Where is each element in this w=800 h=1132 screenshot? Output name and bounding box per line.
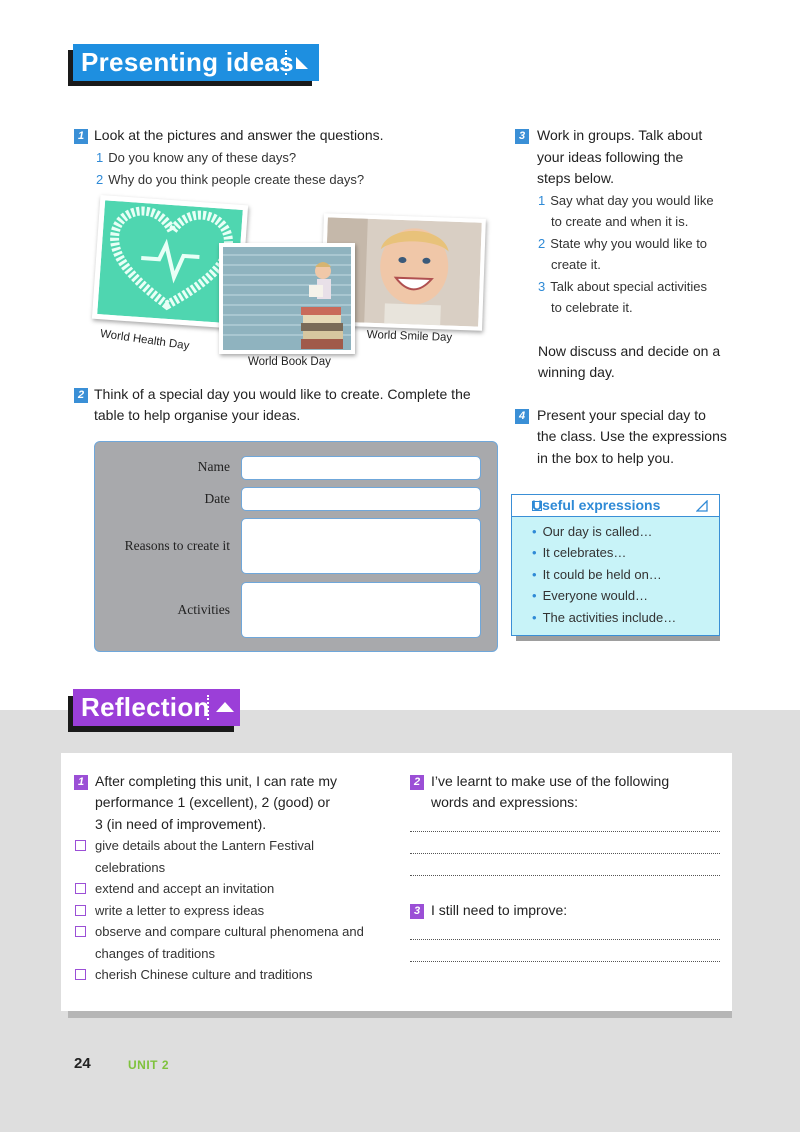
useful-expressions-heading: Useful expressions (532, 497, 661, 513)
task-1-instruction: Look at the pictures and answer the questions. (94, 127, 384, 143)
unit-label: UNIT 2 (128, 1058, 170, 1072)
step-number: 3 (538, 279, 546, 294)
reasons-field[interactable] (241, 518, 481, 574)
answer-line[interactable] (410, 831, 720, 832)
answer-line[interactable] (410, 875, 720, 876)
date-label: Date (204, 491, 230, 506)
caption-world-health-day: World Health Day (99, 328, 191, 353)
step-text: Talk about special activities (550, 279, 708, 294)
expression-item: • It could be held on… (532, 567, 662, 582)
step-text: Say what day you would like (550, 193, 714, 208)
step-3-cont: to celebrate it. (551, 300, 633, 315)
task-4-line-3: in the box to help you. (537, 450, 674, 466)
task-4-line-1: Present your special day to (537, 407, 706, 423)
expression-item: • Our day is called… (532, 524, 653, 539)
step-number: 2 (538, 236, 546, 251)
step-2-cont: create it. (551, 257, 601, 272)
rating-checkbox[interactable] (75, 840, 86, 851)
banner-separator (207, 695, 209, 720)
step-3 (538, 276, 707, 298)
question-text: Do you know any of these days? (108, 150, 297, 165)
step-number: 1 (538, 193, 546, 208)
discuss-line-1: Now discuss and decide on a (538, 343, 721, 359)
question-text: Why do you think people create these days? (108, 172, 365, 187)
rating-checkbox[interactable] (75, 969, 86, 980)
page-number: 24 (74, 1055, 91, 1072)
skill-item: extend and accept an invitation (95, 881, 275, 896)
reflection-task-2-line-1: I’ve learnt to make use of the following (431, 773, 670, 789)
reflection-task-1-number: 1 (74, 775, 88, 790)
useful-expressions-title (512, 495, 719, 517)
skill-item-cont: celebrations (95, 860, 166, 875)
reflection-task-2-line-2: words and expressions: (431, 794, 579, 810)
reflection-task-3-number: 3 (410, 904, 424, 919)
expression-item: • Everyone would… (532, 588, 649, 603)
reflection-title: Reflection (81, 692, 210, 722)
task-3-line-1: Work in groups. Talk about (537, 127, 703, 143)
activities-field[interactable] (241, 582, 481, 638)
banner-separator (285, 50, 287, 75)
rating-checkbox[interactable] (75, 883, 86, 894)
activities-label: Activities (177, 602, 230, 617)
task-4-number: 4 (515, 409, 529, 424)
presenting-banner (73, 44, 319, 81)
question-number: 2 (96, 172, 104, 187)
step-2 (538, 233, 707, 255)
expression-item: • The activities include… (532, 610, 677, 625)
name-field[interactable] (241, 456, 481, 480)
step-1-cont: to create and when it is. (551, 214, 689, 229)
skill-item-cont: changes of traditions (95, 946, 215, 961)
triangle-up-icon (215, 701, 235, 713)
skill-item: give details about the Lantern Festival (95, 838, 314, 853)
question-number: 1 (96, 150, 104, 165)
step-text: State why you would like to (550, 236, 708, 251)
triangle-corner-icon (696, 500, 708, 512)
skill-item: cherish Chinese culture and traditions (95, 967, 313, 982)
triangle-corner-icon (295, 56, 309, 70)
reflection-task-1-line-3: 3 (in need of improvement). (95, 816, 267, 832)
skill-item: observe and compare cultural phenomena and (95, 924, 364, 939)
skill-item: write a letter to express ideas (95, 903, 265, 918)
task-1-number: 1 (74, 129, 88, 144)
useful-expressions-box (511, 494, 720, 636)
reflection-task-1-line-2: performance 1 (excellent), 2 (good) or (95, 794, 330, 810)
task-2-instruction-line-2: table to help organise your ideas. (94, 407, 301, 423)
task-4-line-2: the class. Use the expressions (537, 428, 727, 444)
task-3-line-2: your ideas following the (537, 149, 684, 165)
reflection-task-3-text: I still need to improve: (431, 902, 568, 918)
expression-item: • It celebrates… (532, 545, 627, 560)
task-2-number: 2 (74, 388, 88, 403)
answer-line[interactable] (410, 939, 720, 940)
task-1-question-2 (96, 169, 364, 191)
task-1-question-1 (96, 147, 296, 169)
rating-checkbox[interactable] (75, 905, 86, 916)
reflection-task-2-number: 2 (410, 775, 424, 790)
caption-world-book-day: World Book Day (248, 356, 331, 368)
reflection-task-1-line-1: After completing this unit, I can rate my (95, 773, 337, 789)
task-3-number: 3 (515, 129, 529, 144)
task-2-instruction-line-1: Think of a special day you would like to create. Complete the (94, 386, 471, 402)
child-reading-image (223, 247, 351, 350)
name-label: Name (197, 459, 230, 474)
presenting-title: Presenting ideas (81, 47, 294, 77)
caption-world-smile-day: World Smile Day (366, 329, 453, 344)
discuss-line-2: winning day. (538, 364, 615, 380)
step-1 (538, 190, 714, 212)
answer-line[interactable] (410, 961, 720, 962)
reflection-banner (73, 689, 240, 726)
date-field[interactable] (241, 487, 481, 511)
world-book-day-photo (219, 243, 355, 354)
answer-line[interactable] (410, 853, 720, 854)
reasons-label: Reasons to create it (124, 538, 230, 553)
square-icon (532, 501, 542, 511)
task-3-line-3: steps below. (537, 170, 615, 186)
rating-checkbox[interactable] (75, 926, 86, 937)
